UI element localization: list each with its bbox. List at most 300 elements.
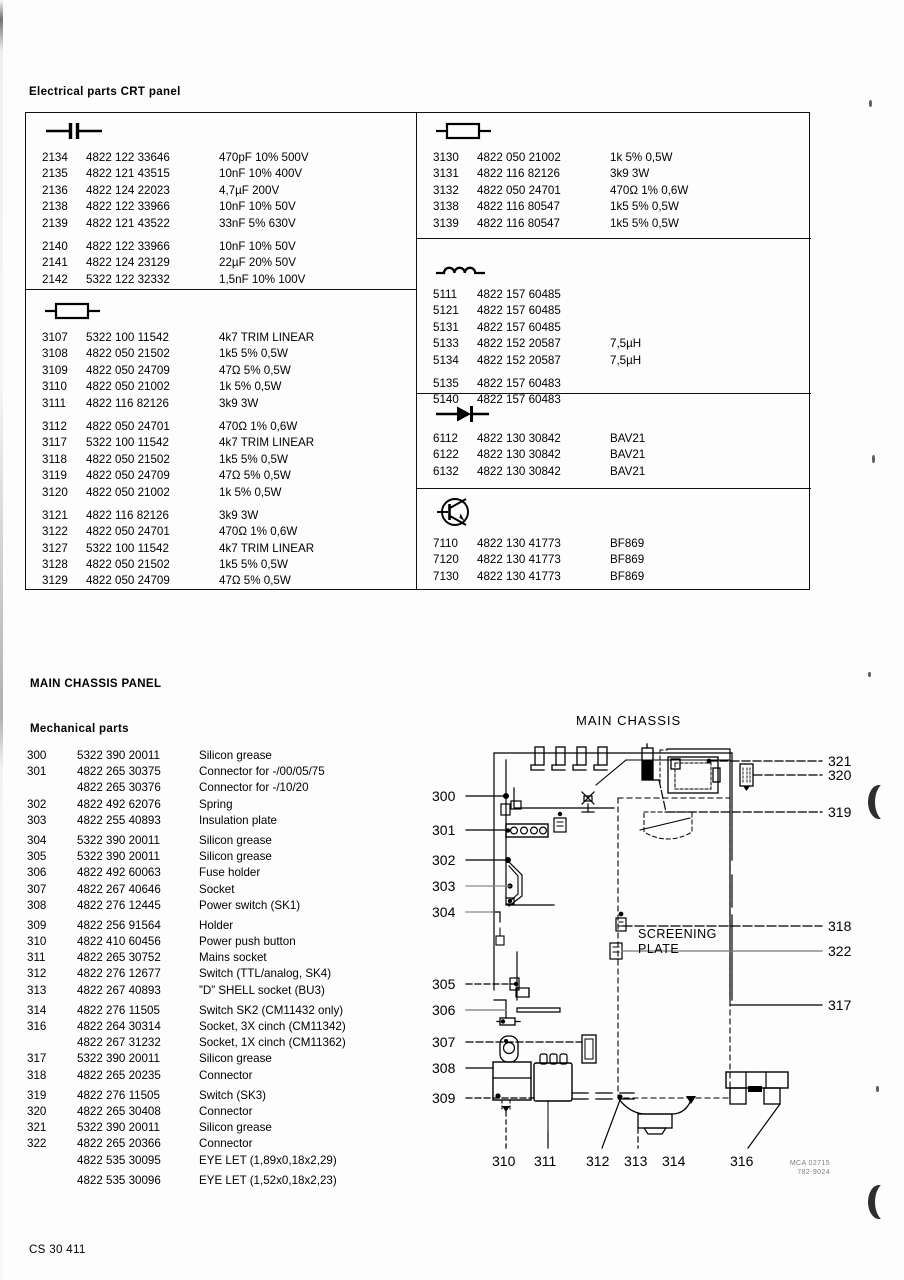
part-reference: 2139 — [42, 216, 68, 230]
part-description: Connector for -/10/20 — [199, 781, 309, 795]
mechanical-parts-row — [27, 1035, 427, 1051]
part-number: 4822 152 20587 — [477, 353, 561, 367]
mechanical-parts-row — [27, 1068, 427, 1084]
parts-group-diodes — [417, 393, 811, 488]
part-description: 470Ω 1% 0,6W — [219, 419, 298, 433]
parts-row — [26, 452, 416, 468]
scan-edge-artifact — [0, 0, 3, 1280]
rows-resistors-right — [417, 150, 811, 232]
part-item-number: 309 — [27, 918, 47, 932]
part-reference: 3128 — [42, 558, 68, 572]
part-description: 470pF 10% 500V — [219, 151, 309, 164]
part-reference: 2138 — [42, 200, 68, 214]
callout-304: 304 — [432, 904, 456, 920]
part-description: Insulation plate — [199, 813, 277, 827]
part-description: Mains socket — [199, 951, 267, 965]
part-description: 470Ω 1% 0,6W — [610, 183, 689, 197]
punch-hole-artifact — [866, 1185, 892, 1219]
part-description: 4k7 TRIM LINEAR — [219, 436, 315, 450]
mechanical-parts-row — [27, 1051, 427, 1067]
scan-speck — [868, 672, 871, 677]
parts-row — [26, 346, 416, 362]
part-description: Socket — [199, 882, 235, 896]
part-description: 7,5µH — [610, 337, 642, 351]
mechanical-parts-row — [27, 813, 427, 829]
document-code: CS 30 411 — [29, 1243, 86, 1256]
part-description: BF869 — [610, 569, 645, 583]
main-chassis-drawing — [430, 700, 890, 1200]
part-description: Silicon grease — [199, 833, 272, 847]
punch-hole-artifact — [866, 785, 892, 819]
parts-row — [26, 435, 416, 451]
part-number: 4822 130 30842 — [477, 432, 561, 445]
part-item-number: 300 — [27, 749, 47, 762]
parts-row — [26, 150, 416, 166]
mechanical-parts-row — [27, 865, 427, 881]
drawing-number-line2: 782-9024 — [797, 1169, 830, 1176]
callout-318: 318 — [828, 918, 852, 934]
diode-symbol — [433, 403, 503, 425]
part-description: Switch (TTL/analog, SK4) — [199, 967, 332, 981]
part-reference: 5121 — [433, 304, 459, 318]
part-number: 4822 265 30752 — [77, 951, 161, 965]
part-description: 10nF 10% 50V — [219, 200, 296, 214]
part-reference: 3131 — [433, 167, 459, 181]
rows-capacitors — [26, 150, 416, 288]
part-description: 33nF 5% 630V — [219, 216, 296, 230]
part-number: 4822 050 21502 — [86, 558, 170, 572]
parts-group-resistors-left — [26, 289, 416, 591]
callout-313: 313 — [624, 1153, 648, 1169]
part-number: 4822 050 21002 — [477, 151, 561, 164]
mechanical-parts-row — [27, 833, 427, 849]
part-number: 5322 100 11542 — [86, 541, 169, 555]
drawing-number-line1: MCA 02715 — [789, 1160, 830, 1167]
part-number: 4822 276 12445 — [77, 898, 161, 912]
part-reference: 2135 — [42, 167, 68, 181]
part-number: 4822 130 41773 — [477, 569, 561, 583]
part-description: 1k5 5% 0,5W — [219, 347, 288, 361]
part-number: 4822 116 82126 — [477, 167, 560, 181]
part-reference: 3132 — [433, 183, 459, 197]
parts-row — [26, 272, 416, 288]
callout-310: 310 — [492, 1153, 516, 1169]
electrical-parts-heading: Electrical parts CRT panel — [29, 86, 181, 98]
part-number: 4822 130 30842 — [477, 464, 561, 478]
mechanical-parts-row — [27, 1173, 427, 1189]
mechanical-parts-row — [27, 780, 427, 796]
part-item-number: 306 — [27, 866, 47, 880]
part-description: 1k 5% 0,5W — [219, 380, 282, 394]
part-number: 5322 390 20011 — [77, 749, 160, 762]
part-description: 4k7 TRIM LINEAR — [219, 331, 315, 344]
part-number: 4822 410 60456 — [77, 935, 161, 949]
inductor-symbol — [433, 257, 503, 279]
mechanical-parts-row — [27, 1003, 427, 1019]
parts-row — [417, 552, 811, 568]
capacitor-symbol — [42, 120, 112, 142]
part-number: 4822 130 30842 — [477, 448, 561, 462]
parts-row — [26, 216, 416, 232]
main-chassis-diagram — [430, 700, 890, 1200]
part-description: 10nF 10% 400V — [219, 167, 303, 181]
part-description: Spring — [199, 797, 233, 811]
parts-row — [26, 239, 416, 255]
electrical-parts-table — [25, 112, 810, 590]
part-number: 4822 276 11505 — [77, 1003, 160, 1017]
parts-row — [417, 447, 811, 463]
mechanical-parts-row — [27, 882, 427, 898]
parts-group-capacitors — [26, 113, 416, 289]
part-number: 5322 390 20011 — [77, 833, 160, 847]
parts-row — [417, 166, 811, 182]
part-number: 4822 255 40893 — [77, 813, 161, 827]
part-description: BAV21 — [610, 448, 646, 462]
mechanical-parts-row — [27, 950, 427, 966]
part-reference: 5135 — [433, 376, 459, 390]
part-description: 4k7 TRIM LINEAR — [219, 541, 315, 555]
part-description: 3k9 3W — [219, 508, 259, 522]
part-reference: 3119 — [42, 469, 67, 483]
part-description: Silicon grease — [199, 749, 272, 762]
mechanical-parts-row — [27, 849, 427, 865]
part-item-number: 317 — [27, 1052, 47, 1066]
part-number: 4822 050 21002 — [86, 485, 170, 499]
part-description: Socket, 3X cinch (CM11342) — [199, 1020, 346, 1033]
transistor-symbol — [433, 495, 503, 529]
part-item-number: 305 — [27, 850, 47, 864]
part-number: 4822 050 21502 — [86, 452, 170, 466]
part-description: Connector — [199, 1137, 253, 1151]
callout-319: 319 — [828, 804, 852, 820]
part-number: 4822 256 91564 — [77, 918, 161, 932]
mechanical-parts-heading: Mechanical parts — [30, 723, 129, 735]
part-reference: 3109 — [42, 363, 68, 377]
part-number: 4822 116 82126 — [86, 508, 169, 522]
part-description: Connector — [199, 1068, 253, 1082]
parts-row — [26, 524, 416, 540]
part-reference: 3121 — [42, 508, 68, 522]
table-column-left — [26, 113, 416, 589]
part-reference: 5131 — [433, 320, 459, 334]
part-number: 4822 157 60485 — [477, 288, 561, 301]
mechanical-parts-row — [27, 748, 427, 764]
part-item-number: 322 — [27, 1137, 47, 1151]
parts-row — [26, 379, 416, 395]
part-number: 4822 121 43522 — [86, 216, 170, 230]
part-number: 5322 100 11542 — [86, 331, 169, 344]
part-item-number: 318 — [27, 1068, 47, 1082]
part-reference: 3111 — [42, 396, 67, 410]
part-description: BF869 — [610, 537, 645, 550]
part-reference: 5133 — [433, 337, 459, 351]
mechanical-parts-row — [27, 934, 427, 950]
part-description: Power push button — [199, 935, 296, 949]
part-reference: 5140 — [433, 393, 459, 407]
part-reference: 3107 — [42, 331, 68, 344]
callout-316: 316 — [730, 1153, 754, 1169]
part-description: EYE LET (1,52x0,18x2,23) — [199, 1173, 337, 1187]
part-item-number: 304 — [27, 833, 47, 847]
part-item-number — [27, 1173, 77, 1189]
parts-row — [26, 363, 416, 379]
part-description: 22µF 20% 50V — [219, 256, 296, 270]
scan-speck — [872, 455, 875, 463]
part-reference: 7130 — [433, 569, 459, 583]
part-description: ”D” SHELL socket (BU3) — [199, 983, 325, 997]
callout-321: 321 — [828, 753, 852, 769]
part-description: 1k 5% 0,5W — [610, 151, 673, 164]
callout-307: 307 — [432, 1034, 456, 1050]
mechanical-parts-row — [27, 898, 427, 914]
parts-row — [417, 199, 811, 215]
part-description: Fuse holder — [199, 866, 261, 880]
part-item-number: 302 — [27, 797, 47, 811]
part-description: 7,5µH — [610, 353, 642, 367]
callout-303: 303 — [432, 878, 456, 894]
resistor-symbol — [433, 120, 503, 142]
parts-row — [417, 183, 811, 199]
part-number: 4822 157 60485 — [477, 304, 561, 318]
mechanical-parts-row — [27, 1019, 427, 1035]
parts-row — [26, 485, 416, 501]
parts-row — [26, 330, 416, 346]
parts-row — [26, 468, 416, 484]
mechanical-parts-row — [27, 1136, 427, 1152]
part-reference: 3129 — [42, 574, 68, 588]
part-number: 4822 265 20366 — [77, 1137, 161, 1151]
callout-311: 311 — [534, 1153, 557, 1169]
part-item-number — [27, 1035, 77, 1051]
callout-309: 309 — [432, 1090, 456, 1106]
part-reference: 2134 — [42, 151, 68, 164]
part-number: 4822 492 60063 — [77, 866, 161, 880]
mechanical-parts-row — [27, 983, 427, 999]
mechanical-parts-row — [27, 1120, 427, 1136]
part-number: 4822 116 82126 — [86, 396, 169, 410]
part-reference: 3120 — [42, 485, 68, 499]
diagram-title-text: MAIN CHASSIS — [576, 713, 682, 728]
parts-row — [417, 287, 811, 303]
part-description: Socket, 1X cinch (CM11362) — [199, 1036, 346, 1050]
callout-322: 322 — [828, 943, 852, 959]
part-reference: 2140 — [42, 239, 68, 253]
callout-317: 317 — [828, 997, 852, 1013]
part-number: 4822 265 30408 — [77, 1104, 161, 1118]
part-description: Switch SK2 (CM11432 only) — [199, 1003, 344, 1017]
part-number: 4822 535 30095 — [77, 1153, 161, 1167]
parts-row — [26, 573, 416, 589]
part-reference: 7110 — [433, 537, 458, 550]
part-description: Connector for -/00/05/75 — [199, 765, 325, 779]
part-reference: 3112 — [42, 419, 67, 433]
part-number: 4822 050 24701 — [86, 419, 170, 433]
mechanical-parts-row — [27, 1088, 427, 1104]
callout-314: 314 — [662, 1153, 686, 1169]
part-reference: 5111 — [433, 288, 458, 301]
part-number: 4822 130 41773 — [477, 553, 561, 567]
resistor-symbol — [42, 300, 112, 322]
part-reference: 3122 — [42, 525, 68, 539]
part-number: 4822 122 33966 — [86, 239, 170, 253]
part-item-number: 314 — [27, 1003, 47, 1017]
parts-row — [26, 396, 416, 412]
part-number: 4822 050 24709 — [86, 363, 170, 377]
part-item-number: 310 — [27, 935, 47, 949]
part-description: 1k5 5% 0,5W — [219, 558, 288, 572]
mechanical-parts-list — [27, 748, 427, 1189]
part-description: BAV21 — [610, 432, 646, 445]
part-description: 47Ω 5% 0,5W — [219, 574, 291, 588]
parts-row — [417, 336, 811, 352]
part-number: 5322 100 11542 — [86, 436, 169, 450]
part-reference: 3139 — [433, 216, 459, 230]
part-number: 4822 050 24701 — [86, 525, 170, 539]
callout-305: 305 — [432, 976, 456, 992]
part-reference: 3117 — [42, 436, 67, 450]
part-item-number — [27, 1153, 77, 1169]
parts-row — [417, 216, 811, 232]
part-reference: 2136 — [42, 183, 68, 197]
parts-row — [417, 303, 811, 319]
parts-row — [26, 541, 416, 557]
part-description — [610, 287, 811, 303]
part-number: 4822 050 24709 — [86, 469, 170, 483]
part-reference: 7120 — [433, 553, 459, 567]
drawing-number — [735, 1159, 830, 1177]
part-number: 4822 050 21002 — [86, 380, 170, 394]
part-number: 4822 157 60483 — [477, 393, 561, 407]
part-reference: 6132 — [433, 464, 459, 478]
part-item-number: 312 — [27, 967, 47, 981]
part-item-number: 321 — [27, 1121, 47, 1135]
part-item-number: 308 — [27, 898, 47, 912]
part-description: Power switch (SK1) — [199, 898, 301, 912]
part-item-number — [27, 780, 77, 796]
part-number: 4822 265 20235 — [77, 1068, 161, 1082]
callout-301: 301 — [432, 822, 456, 838]
part-number: 4822 265 30375 — [77, 765, 161, 779]
parts-group-transistors — [417, 488, 811, 591]
part-number: 4822 267 40646 — [77, 882, 161, 896]
scan-speck — [869, 100, 872, 107]
part-number: 4822 535 30096 — [77, 1173, 161, 1187]
part-number: 4822 050 24709 — [86, 574, 170, 588]
rows-diodes — [417, 431, 811, 480]
parts-row — [26, 557, 416, 573]
table-column-right — [416, 113, 811, 589]
parts-row — [26, 255, 416, 271]
screening-plate-label-line1: SCREENING — [638, 927, 717, 941]
mechanical-parts-row — [27, 797, 427, 813]
mechanical-parts-row — [27, 918, 427, 934]
part-item-number: 301 — [27, 765, 47, 779]
part-description: 10nF 10% 50V — [219, 239, 296, 253]
part-number: 5322 390 20011 — [77, 1052, 160, 1066]
callout-306: 306 — [432, 1002, 456, 1018]
part-number: 5322 390 20011 — [77, 850, 160, 864]
part-number: 4822 124 22023 — [86, 183, 170, 197]
mechanical-parts-row — [27, 966, 427, 982]
part-reference: 3108 — [42, 347, 68, 361]
parts-row — [417, 431, 811, 447]
mechanical-parts-row — [27, 1153, 427, 1169]
callout-312: 312 — [586, 1153, 610, 1169]
part-number: 4822 267 40893 — [77, 983, 161, 997]
part-item-number: 307 — [27, 882, 47, 896]
part-item-number: 311 — [27, 951, 46, 965]
part-reference: 3118 — [42, 452, 67, 466]
part-reference: 2142 — [42, 272, 68, 286]
part-reference: 5134 — [433, 353, 459, 367]
part-description: 1k5 5% 0,5W — [219, 452, 288, 466]
parts-row — [417, 464, 811, 480]
parts-row — [417, 320, 811, 336]
part-description: BF869 — [610, 553, 645, 567]
part-number: 4822 157 60483 — [477, 376, 561, 390]
callout-300: 300 — [432, 788, 456, 804]
part-item-number: 319 — [27, 1088, 47, 1102]
parts-row — [417, 150, 811, 166]
parts-row — [26, 166, 416, 182]
part-description: Holder — [199, 918, 234, 932]
part-reference: 3110 — [42, 380, 67, 394]
part-number: 4822 122 33646 — [86, 151, 170, 164]
part-description: EYE LET (1,89x0,18x2,29) — [199, 1153, 337, 1167]
part-description — [610, 303, 811, 319]
rows-transistors — [417, 536, 811, 585]
parts-row — [26, 419, 416, 435]
part-number: 5322 122 32332 — [86, 272, 170, 286]
parts-row — [26, 508, 416, 524]
part-description: 3k9 3W — [219, 396, 259, 410]
part-description: 1k5 5% 0,5W — [610, 216, 679, 230]
parts-row — [417, 376, 811, 392]
part-reference: 3138 — [433, 200, 459, 214]
callout-302: 302 — [432, 852, 456, 868]
scan-speck — [876, 1086, 879, 1092]
part-description: 47Ω 5% 0,5W — [219, 363, 291, 377]
part-reference: 6112 — [433, 432, 458, 445]
parts-row — [26, 199, 416, 215]
part-description: 3k9 3W — [610, 167, 650, 181]
part-number: 4822 267 31232 — [77, 1036, 161, 1050]
part-number: 4822 116 80547 — [477, 200, 560, 214]
part-description: 1k5 5% 0,5W — [610, 200, 679, 214]
part-reference: 3130 — [433, 151, 459, 164]
part-item-number: 320 — [27, 1104, 47, 1118]
part-number: 5322 390 20011 — [77, 1121, 160, 1135]
part-number: 4822 264 30314 — [77, 1020, 161, 1033]
part-description: 1,5nF 10% 100V — [219, 272, 306, 286]
main-chassis-panel-heading: MAIN CHASSIS PANEL — [30, 678, 162, 690]
parts-row — [417, 569, 811, 585]
part-item-number: 303 — [27, 813, 47, 827]
part-item-number: 316 — [27, 1020, 47, 1033]
part-description: 470Ω 1% 0,6W — [219, 525, 298, 539]
mechanical-parts-row — [27, 1104, 427, 1120]
rows-inductors — [417, 287, 811, 409]
parts-group-resistors-right — [417, 113, 811, 238]
part-number: 4822 122 33966 — [86, 200, 170, 214]
part-description: 4,7µF 200V — [219, 183, 280, 197]
part-reference: 2141 — [42, 256, 68, 270]
part-description: Switch (SK3) — [199, 1088, 267, 1102]
part-number: 4822 152 20587 — [477, 337, 561, 351]
part-number: 4822 050 24701 — [477, 183, 561, 197]
part-number: 4822 157 60485 — [477, 320, 561, 334]
part-number: 4822 050 21502 — [86, 347, 170, 361]
